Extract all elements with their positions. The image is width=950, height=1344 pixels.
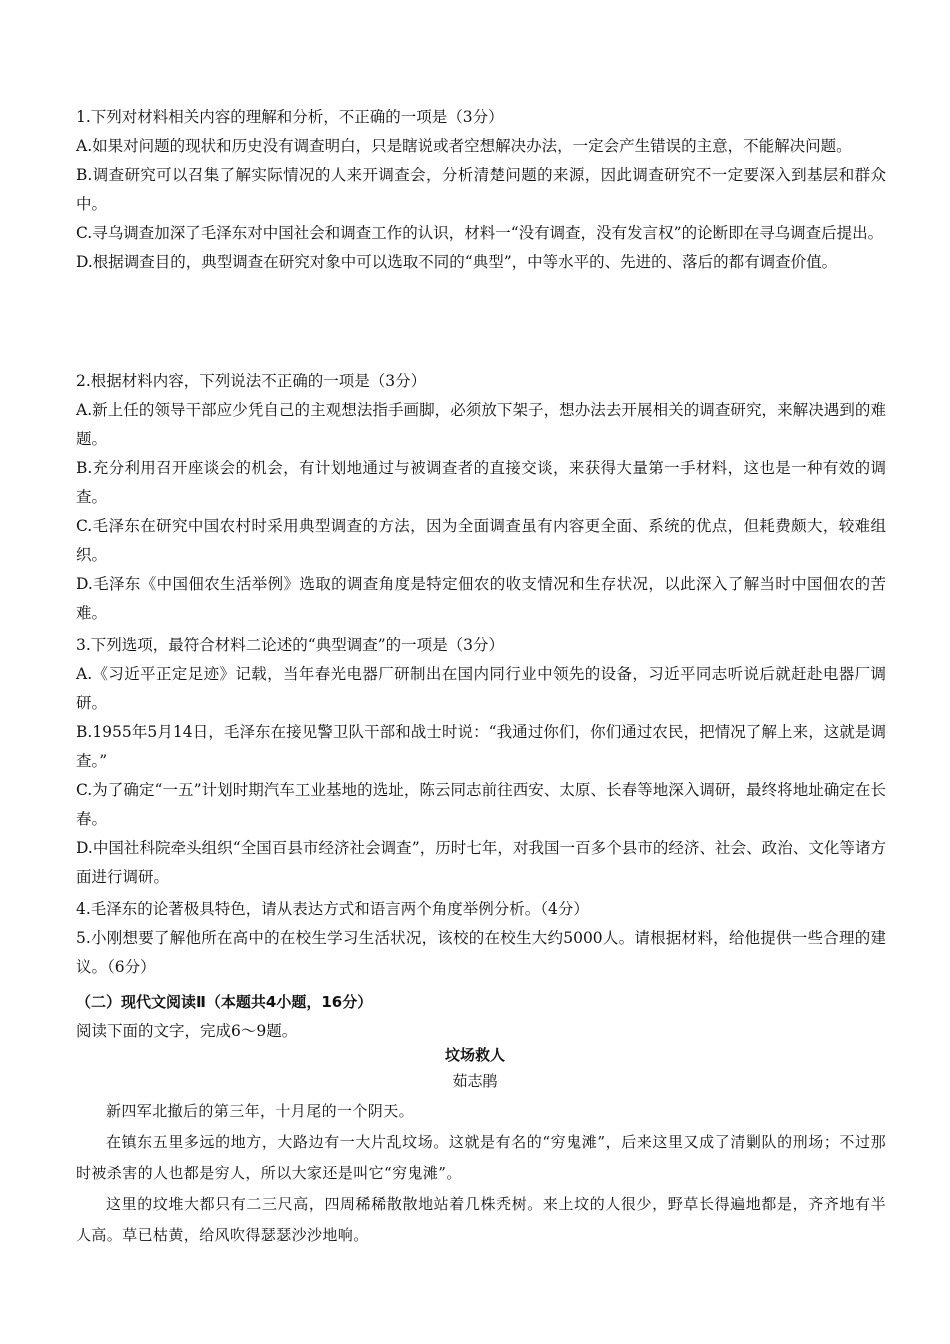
question-1-stem: 1.下列对材料相关内容的理解和分析，不正确的一项是（3分） <box>76 108 504 126</box>
question-1 <box>76 103 886 277</box>
question-4-5 <box>76 895 886 982</box>
section-heading: （二）现代文阅读Ⅱ（本题共4小题，16分） <box>76 993 373 1011</box>
question-2-option-c: C.毛泽东在研究中国农村时采用典型调查的方法，因为全面调查虽有内容更全面、系统的优点，但耗费颇大，较难组织。 <box>76 517 886 564</box>
question-2-stem: 2.根据材料内容，下列说法不正确的一项是（3分） <box>76 372 427 390</box>
question-3-stem: 3.下列选项，最符合材料二论述的“典型调查”的一项是（3分） <box>76 636 505 654</box>
question-3 <box>76 631 886 892</box>
story-author: 茹志鹃 <box>452 1072 498 1090</box>
question-1-option-d: D.根据调查目的，典型调查在研究对象中可以选取不同的“典型”，中等水平的、先进的、落后的都有调查价值。 <box>76 253 838 271</box>
question-2-option-b: B.充分利用召开座谈会的机会，有计划地通过与被调查者的直接交谈，来获得大量第一手材料，这也是一种有效的调查。 <box>76 459 886 506</box>
question-4: 4.毛泽东的论著极具特色，请从表达方式和语言两个角度举例分析。（4分） <box>76 900 589 918</box>
question-5: 5.小刚想要了解他所在高中的在校生学习生活状况，该校的在校生大约5000人。请根据材料，给他提供一些合理的建议。（6分） <box>76 929 886 976</box>
story-paragraph: 这里的坟堆大都只有二三尺高，四周稀稀散散地站着几株秃树。来上坟的人很少，野草长得遍地都是，齐齐地有半人高。草已枯黄，给风吹得瑟瑟沙沙地响。 <box>76 1195 886 1244</box>
question-1-option-a: A.如果对问题的现状和历史没有调查明白，只是瞎说或者空想解决办法，一定会产生错误的主意，不能解决问题。 <box>76 137 852 155</box>
story-title: 坟场救人 <box>444 1046 505 1064</box>
question-3-option-d: D.中国社科院牵头组织“全国百县市经济社会调查”，历时七年，对我国一百多个县市的经济、社会、政治、文化等诸方面进行调研。 <box>76 839 886 886</box>
question-3-option-c: C.为了确定“一五”计划时期汽车工业基地的选址，陈云同志前往西安、太原、长春等地深入调研，最终将地址确定在长春。 <box>76 781 886 828</box>
question-3-option-a: A.《习近平正定足迹》记载，当年春光电器厂研制出在国内同行业中领先的设备，习近平同志听说后就赶赴电器厂调研。 <box>76 665 886 712</box>
question-2-option-d: D.毛泽东《中国佃农生活举例》选取的调查角度是特定佃农的收支情况和生存状况，以此深入了解当时中国佃农的苦难。 <box>76 575 886 622</box>
question-1-option-b: B.调查研究可以召集了解实际情况的人来开调查会，分析清楚问题的来源，因此调查研究不一定要深入到基层和群众中。 <box>76 166 886 213</box>
question-3-option-b: B.1955年5月14日，毛泽东在接见警卫队干部和战士时说：“我通过你们，你们通过农民，把情况了解上来，这就是调查。” <box>76 723 886 770</box>
question-2 <box>76 367 886 628</box>
section-instruction: 阅读下面的文字，完成6～9题。 <box>76 1022 298 1040</box>
story-body <box>76 1096 886 1251</box>
question-1-option-c: C.寻乌调查加深了毛泽东对中国社会和调查工作的认识，材料一“没有调查，没有发言权”的论断即在寻乌调查后提出。 <box>76 224 884 242</box>
story-paragraph: 新四军北撤后的第三年，十月尾的一个阴天。 <box>106 1102 415 1120</box>
question-2-option-a: A.新上任的领导干部应少凭自己的主观想法指手画脚，必须放下架子，想办法去开展相关的调查研究，来解决遇到的难题。 <box>76 401 886 448</box>
story-paragraph: 在镇东五里多远的地方，大路边有一大片乱坟场。这就是有名的“穷鬼滩”，后来这里又成了清剿队的刑场；不过那时被杀害的人也都是穷人，所以大家还是叫它“穷鬼滩”。 <box>76 1133 886 1182</box>
